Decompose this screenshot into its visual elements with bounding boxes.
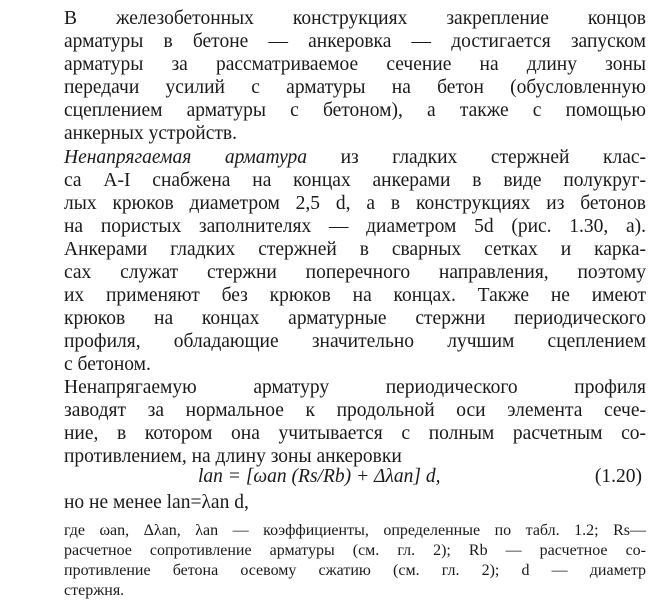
text-line: арматуры в бетоне — анкеровка — достигается запуском bbox=[64, 31, 646, 52]
footnote-line: противление бетона осевому сжатию (см. гл. 2); d — диаметр bbox=[64, 562, 646, 579]
footnote-line: где ωan, Δλan, λan — коэффициенты, определенные по табл. 1.2; Rs— bbox=[64, 522, 646, 539]
text-line: лых крюков диаметром 2,5 d, а в конструкциях из бетонов bbox=[64, 193, 646, 214]
text-line bbox=[64, 147, 646, 169]
text-line: са А-I снабжена на концах анкерами в виде полукруг- bbox=[64, 170, 646, 191]
text-line: заводят за нормальное к продольной оси элемента сече- bbox=[64, 400, 646, 421]
text-line: крюков на концах арматурные стержни периодического bbox=[64, 308, 646, 329]
text-line: но не менее lan=λan d, bbox=[64, 492, 249, 513]
text-line: их применяют без крюков на концах. Также не имеют bbox=[64, 285, 646, 306]
text-line: арматуры за рассматриваемое сечение на длину зоны bbox=[64, 54, 646, 75]
footnote-line: стержня. bbox=[64, 582, 125, 599]
text-fragment: из гладких стержней клас- bbox=[307, 147, 646, 168]
text-line: сцеплением арматуры с бетоном), а также с помощью bbox=[64, 100, 646, 121]
text-line: Анкерами гладких стержней в сварных сетках и карка- bbox=[64, 239, 646, 260]
text-line: сах служат стержни поперечного направления, поэтому bbox=[64, 262, 646, 283]
text-line: противлением, на длину зоны анкеровки bbox=[64, 446, 402, 467]
text-line: В железобетонных конструкциях закрепление концов bbox=[64, 8, 646, 29]
text-line: на пористых заполнителях — диаметром 5d (рис. 1.30, а). bbox=[64, 216, 646, 237]
text-line: Ненапрягаемую арматуру периодического профиля bbox=[64, 377, 646, 398]
formula: lan = [ωan (Rs/Rb) + Δλan] d, bbox=[198, 466, 441, 487]
formula-number: (1.20) bbox=[594, 466, 642, 487]
footnote-line: расчетное сопротивление арматуры (см. гл. 2); Rb — расчетное со- bbox=[64, 542, 646, 559]
italic-term: Ненапрягаемая арматура bbox=[64, 147, 308, 168]
text-line: анкерных устройств. bbox=[64, 123, 238, 144]
text-line: с бетоном. bbox=[64, 354, 151, 375]
text-line: профиля, обладающие значительно лучшим сцеплением bbox=[64, 331, 646, 352]
text-line: передачи усилий с арматуры на бетон (обусловленную bbox=[64, 77, 646, 98]
text-line: ние, в котором она учитывается с полным расчетным со- bbox=[64, 423, 646, 444]
